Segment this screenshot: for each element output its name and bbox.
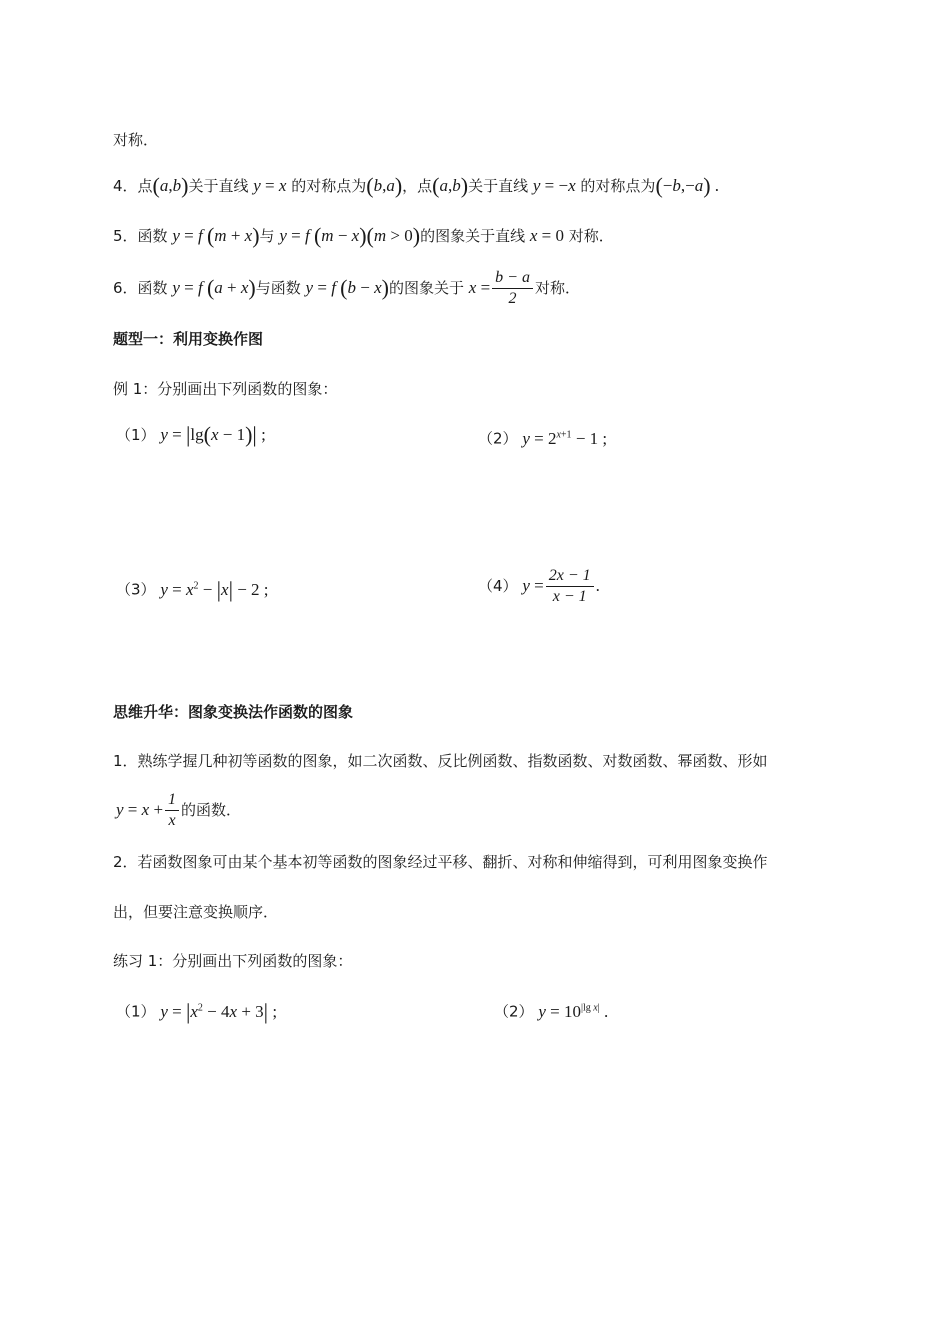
text-span: 练习 1：分别画出下列函数的图象：	[113, 952, 353, 970]
text-span: 2．若函数图象可由某个基本初等函数的图象经过平移、翻折、对称和伸缩得到，可利用图象变换作	[113, 853, 768, 871]
heading-text: 题型一：利用变换作图	[113, 330, 264, 348]
math-abs-lg: y = |lg(x − 1)| ;	[160, 422, 266, 447]
item-label: （3）	[116, 580, 156, 599]
fraction-b-minus-a-over-2	[492, 268, 533, 309]
paragraph-2-cont	[113, 902, 278, 922]
text-span: 出，但要注意变换顺序．	[113, 903, 279, 921]
text-span: 的图象关于	[388, 279, 464, 297]
example-1-item-3	[116, 576, 269, 600]
math-abs-quadratic: $y = |x^2 - 4x + 3|$ ;	[160, 998, 278, 1024]
math-point-ab: (a,b)	[152, 173, 189, 198]
section-heading-1	[113, 329, 263, 349]
math-10-power: $y = 10^{|lg x|}$ .	[538, 1001, 609, 1021]
math-f-m-minus-x: y = f (m − x)(m > 0)	[279, 223, 421, 248]
math-f-b-minus-x: y = f (b − x)	[305, 275, 389, 300]
math-point-neg: (−b,−a) .	[655, 173, 720, 198]
example-1-item-2	[478, 425, 607, 449]
text-span: 1．熟练学握几种初等函数的图象，如二次函数、反比例函数、指数函数、对数函数、幂函数、形如	[113, 752, 768, 770]
practice-1-item-1	[116, 998, 277, 1022]
fraction-numerator: 1	[165, 790, 179, 811]
paragraph-1-cont	[116, 788, 241, 832]
item-5-prefix: 5．函数	[113, 227, 168, 245]
text-span: 对称．	[113, 131, 159, 149]
item-6-prefix: 6．函数	[113, 279, 168, 297]
math-x-eq: x =	[468, 278, 491, 297]
text-span: 的函数．	[181, 801, 242, 819]
text-span: 的对称点为	[580, 177, 656, 195]
fraction-2x-1-over-x-1	[546, 566, 594, 607]
heading-text: 思维升华：图象变换法作函数的图象	[113, 703, 354, 721]
math-y-eq: y =	[522, 576, 544, 595]
paragraph-1	[113, 751, 768, 771]
item-label: （2）	[478, 429, 518, 448]
example-1-item-4	[478, 563, 600, 609]
text-span: ，点	[402, 177, 433, 195]
section-heading-2	[113, 702, 353, 722]
fraction-denominator: 2	[508, 290, 517, 307]
fraction-denominator: x − 1	[552, 588, 587, 605]
text-span: 关于直线	[188, 177, 249, 195]
math-2-power: $y = 2^{x+1} - 1$ ;	[522, 428, 608, 448]
practice-1-item-2	[494, 998, 608, 1022]
math-f-a-plus-x: y = f (a + x)	[172, 275, 256, 300]
item-4	[113, 173, 720, 198]
math-y-eq-x: y = x	[253, 176, 287, 195]
item-label: （2）	[494, 1002, 534, 1021]
math-point-ba: (b,a)	[366, 173, 403, 198]
math-point-ab-2: (a,b)	[432, 173, 469, 198]
math-y-eq-x-plus: y = x +	[116, 800, 164, 819]
math-y-eq-neg-x: y = −x	[532, 176, 576, 195]
math-f-m-plus-x: y = f (m + x)	[172, 223, 260, 248]
fraction-1-over-x	[165, 790, 179, 831]
text-span: 对称．	[568, 227, 614, 245]
text-span: 的对称点为	[291, 177, 367, 195]
text-span: 关于直线	[468, 177, 529, 195]
item-4-prefix: 4．点	[113, 177, 153, 195]
text-span: 与函数	[255, 279, 301, 297]
math-x2-abs: $y = x^2 - |x| - 2$ ;	[160, 576, 269, 602]
paragraph-2	[113, 852, 768, 872]
text-line-symmetric	[113, 130, 158, 150]
item-6	[113, 268, 580, 309]
text-span: 的图象关于直线	[420, 227, 526, 245]
fraction-denominator: x	[168, 812, 176, 829]
period: .	[595, 576, 600, 595]
item-label: （1）	[116, 426, 156, 444]
item-label: （1）	[116, 1002, 156, 1021]
item-label: （4）	[478, 577, 518, 595]
example-1-item-1	[116, 422, 266, 447]
item-5	[113, 223, 614, 248]
example-1-title	[113, 379, 337, 399]
fraction-numerator: b − a	[492, 268, 533, 289]
fraction-numerator: 2x − 1	[546, 566, 594, 587]
text-span: 与	[259, 227, 275, 245]
text-span: 例 1：分别画出下列函数的图象：	[113, 380, 338, 398]
math-x-eq-0: x = 0	[529, 226, 564, 245]
text-span: 对称．	[534, 279, 580, 297]
practice-1-title	[113, 951, 352, 971]
